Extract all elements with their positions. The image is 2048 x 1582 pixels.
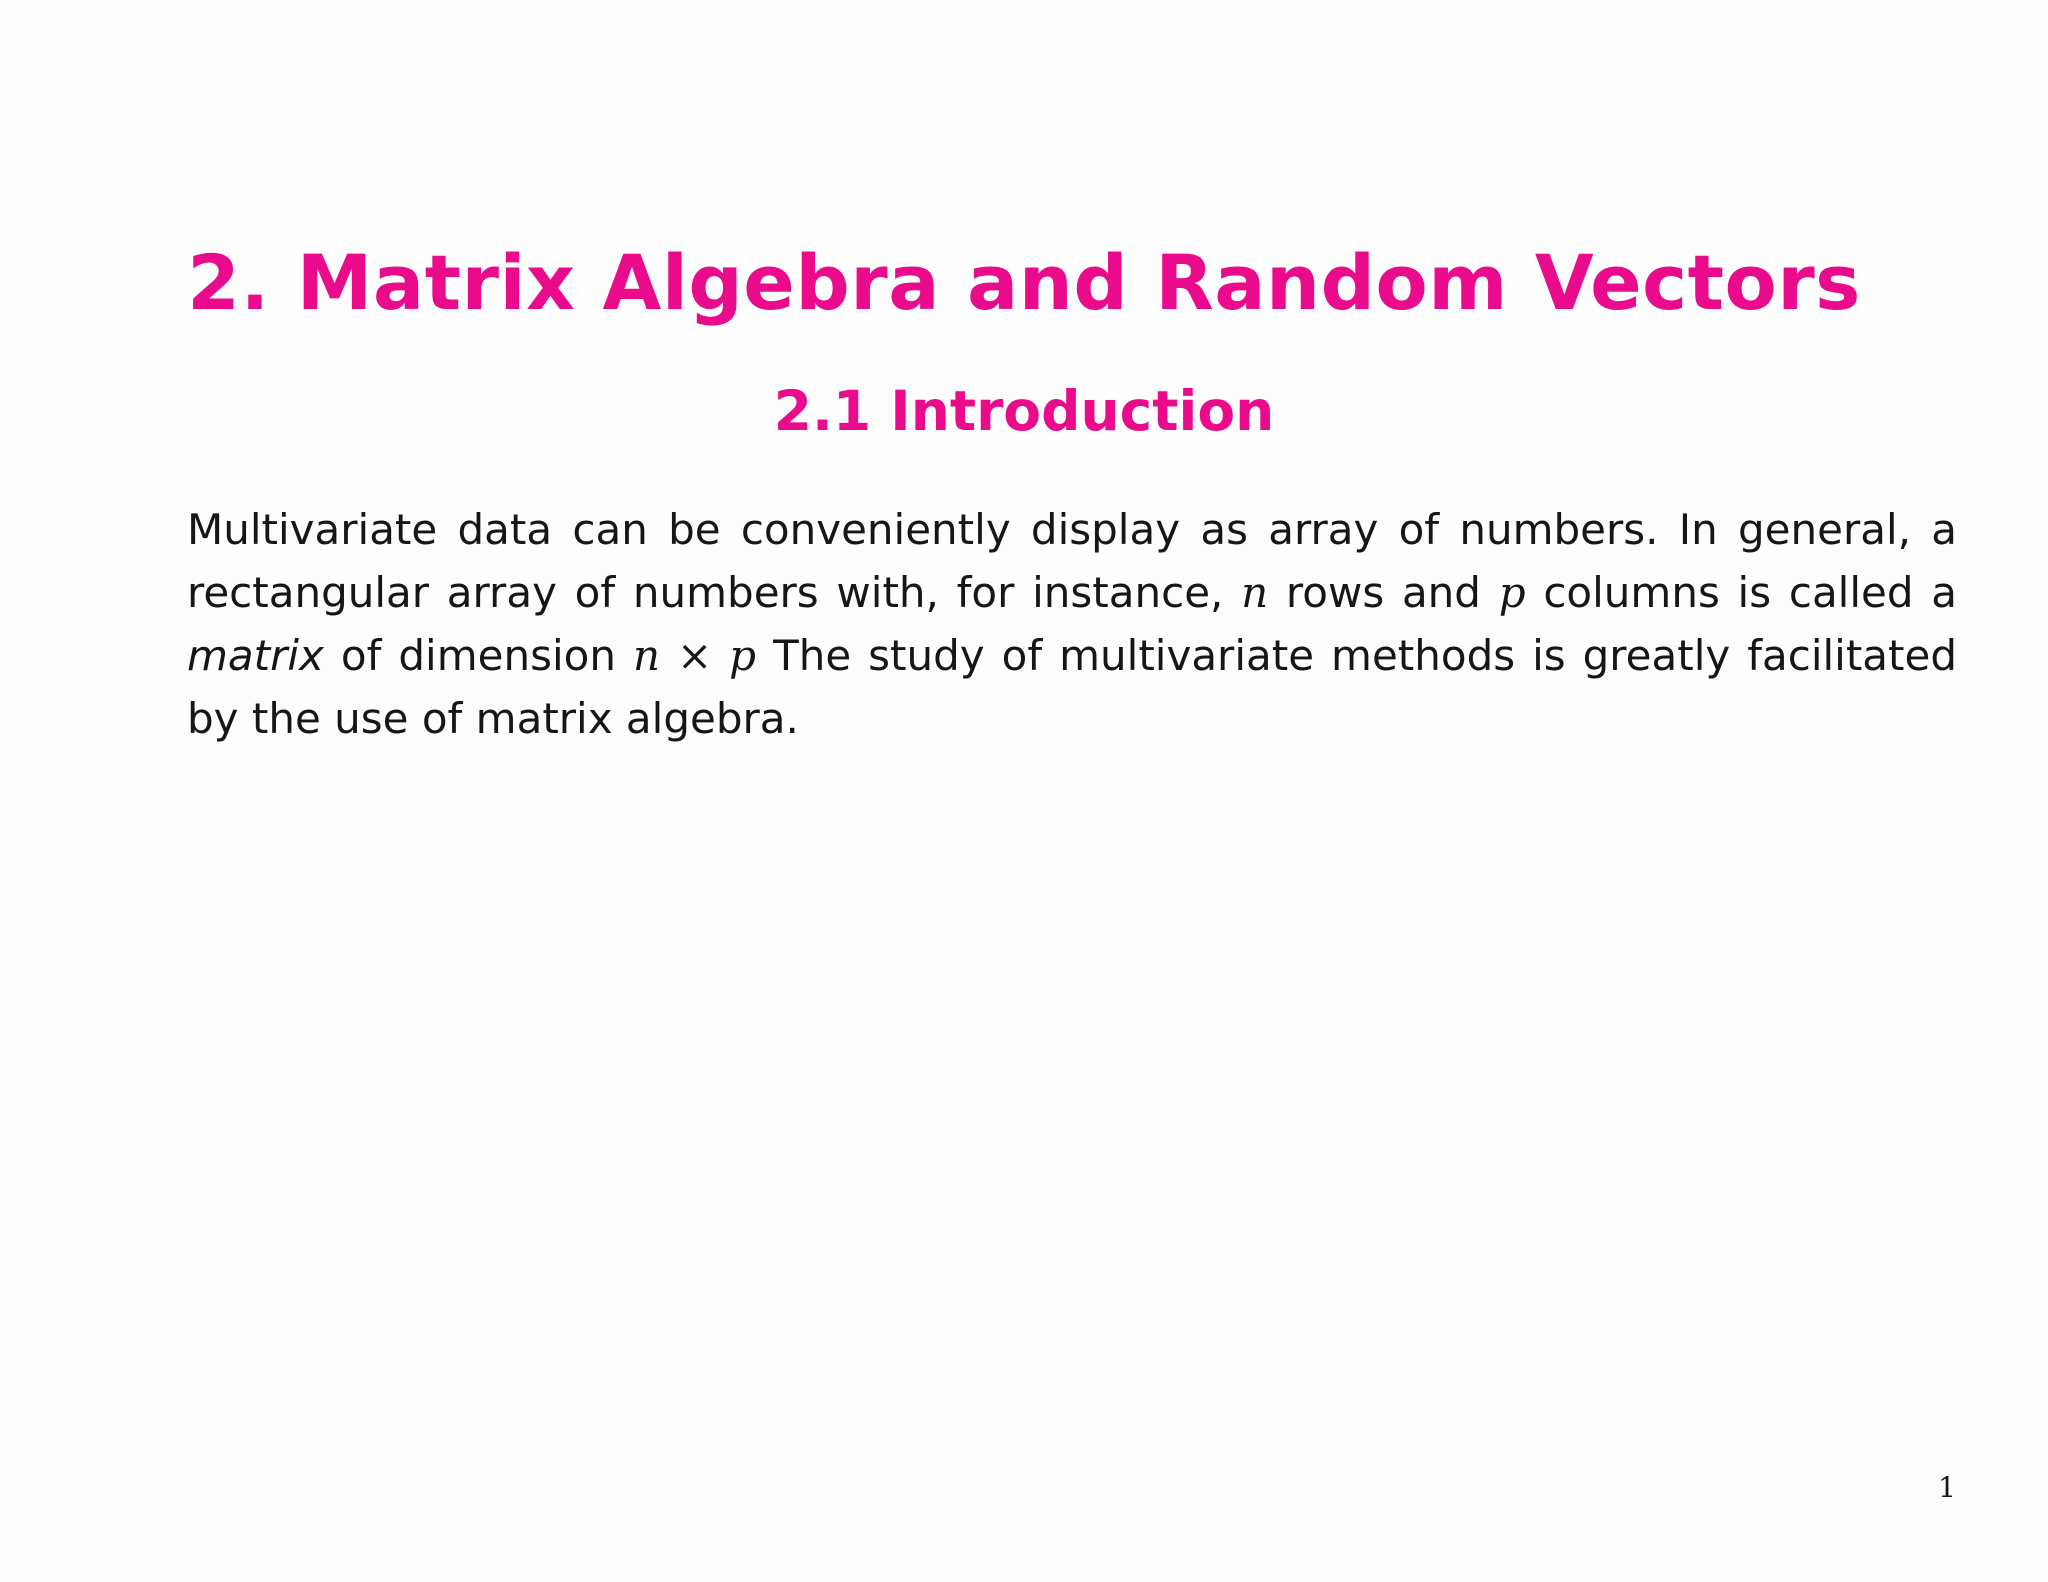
body-paragraph [187, 498, 1957, 750]
paragraph-text: columns is called a [1525, 568, 1957, 617]
slide-title: 2. Matrix Algebra and Random Vectors [187, 238, 1861, 327]
term-matrix: matrix [187, 631, 324, 680]
paragraph-text: Multivariate data can be conveniently display as array of numbers. In general, a rectangular array of numbers with, for instance, [187, 505, 1957, 617]
paragraph-text: of dimension [323, 631, 633, 680]
math-dimension: n × p [632, 631, 757, 680]
math-variable-p: p [1498, 568, 1526, 617]
page-number: 1 [1938, 1471, 1956, 1504]
paragraph-text: The study of multivariate methods is greatly facilitated by the use of matrix algebra. [187, 631, 1958, 743]
paragraph-text: rows and [1268, 568, 1499, 617]
math-variable-n: n [1241, 568, 1269, 617]
section-heading: 2.1 Introduction [773, 379, 1275, 443]
